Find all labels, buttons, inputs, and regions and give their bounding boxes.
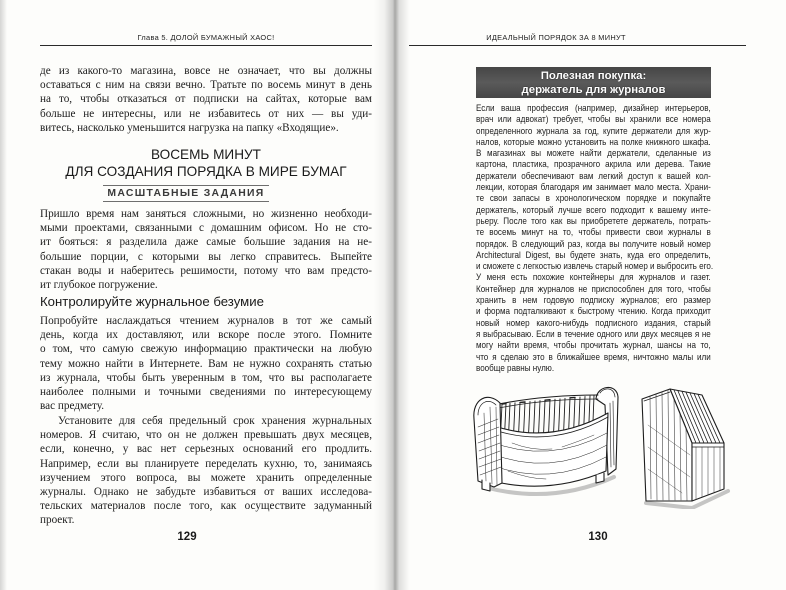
sidebar-text-line: и форма подталкивают к быстрому чтению. Когда приходит (476, 305, 711, 317)
text-line: вас предмету. (40, 400, 105, 413)
sidebar-text-line: налов, которые можно установить на полке книжного шкафа. (476, 135, 711, 147)
sidebar-title-line-2: держатель для журналов (521, 84, 666, 96)
left-page (0, 0, 390, 590)
page-number-right: 130 (588, 531, 608, 543)
sidebar-text-line: те восемь минут на то, чтобы привести свои журналы в (476, 226, 711, 238)
text-line: Например, если вы планируете переделать кухню, то, занимаясь (40, 457, 372, 470)
sidebar-text-line: и сможете с легкостью извлечь старый номер и выбросить его. (476, 260, 714, 272)
sidebar-title-line-1: Полезная покупка: (540, 70, 647, 82)
paragraph-continued (40, 64, 372, 135)
sidebar-text-line: порядок. В следующий раз, когда вы получите новый номер (476, 237, 711, 249)
text-line: витесь, насколько уменьшится нагрузка на папку «Входящие». (40, 121, 339, 134)
heading-line-1: ВОСЕМЬ МИНУТ (151, 147, 261, 162)
text-line: о том, что самую свежую информацию практически на любую (40, 343, 372, 356)
sidebar-text-line: хранить в нем годовую подписку журналов; его размер (476, 294, 711, 306)
sidebar-text-line: вообще равны нулю. (476, 361, 555, 373)
text-line: если, конечно, у вас нет серьезных оснований его продлить. (40, 443, 372, 456)
right-running-head: ИДЕАЛЬНЫЙ ПОРЯДОК ЗА 8 МИНУТ (486, 33, 626, 42)
left-header-rule (40, 45, 372, 46)
text-line: ит глубокое погружение. (40, 278, 158, 291)
text-line: проект. (40, 514, 75, 527)
page-number-left: 129 (177, 531, 197, 543)
sidebar-text-line: Architectural Digest, вы будете знать, куда его определить, (476, 248, 711, 260)
text-line: большие порции, с которыми вы легко справитесь. Выпейте (40, 250, 372, 263)
sidebar-text-line: держатели обеспечивают вам легкий доступ к вашей кол- (476, 169, 711, 181)
text-line: из журнала, чтобы быть уверенным в том, что вы располагаете (40, 371, 372, 384)
text-line: ит бояться: я разделила даже самые большие задания на не- (40, 236, 372, 249)
text-line: Пришло время нам заняться сложными, но жизненно необходи- (40, 208, 372, 220)
text-line: де из какого-то магазина, вовсе не означает, что вы должны (40, 65, 372, 77)
text-line: оставаться с ним на связи вечно. Тратьте по восемь минут в день (40, 79, 372, 92)
sidebar-text-line: В магазинах вы можете найти держатели, сделанные из (476, 147, 711, 159)
text-line: журналы. Однако не забудьте избавиться от ваших исследова- (40, 485, 372, 498)
text-line: тему можно найти в Интернете. Вам не нужно сохранять статью (40, 357, 372, 370)
sidebar-text-line: те свои запасы в хронологическом порядке и покупайте (476, 192, 711, 204)
magazine-file-holder-illustration (632, 385, 732, 509)
text-line: день, когда их доставляют, или вскоре после этого. Помните (40, 329, 372, 342)
sidebar-title-box (476, 67, 711, 98)
section-title: Контролируйте журнальное безумие (40, 294, 264, 309)
text-line: наиболее полными и точными сведениями по интересующему (40, 385, 372, 398)
page-edge-shadow (0, 0, 7, 590)
chapter-section-heading (40, 146, 372, 180)
sidebar-text (476, 102, 714, 373)
text-line: больше не интересны, или не избавитесь от них — вы уди- (40, 107, 372, 120)
text-line: тельских материалов после того, как осуществите задуманный (40, 500, 372, 513)
sidebar-text-line: новый номер какого-нибудь подписного издания, старый (476, 316, 711, 328)
sidebar-text-line: могу найти время, чтобы прочитать журнал, шансы на то, (476, 339, 711, 351)
sidebar-text-line: я выбрасываю. Если в течение одного или двух месяцев я не (476, 327, 711, 339)
text-line: Установите для себя предельный срок хранения журнальных (58, 415, 372, 427)
text-line: стакан воды и наберитесь решимости, потому что вам предсто- (40, 264, 372, 277)
sidebar-text-line: Если ваша профессия (например, дизайнер интерьеров, (476, 102, 711, 113)
magazine-basket-illustration (472, 383, 622, 505)
text-line: изучением этого вопроса, вы можете хранить определенные (40, 471, 372, 484)
sidebar-text-line: держатель, который лучше всего подходит к вашему инте- (476, 203, 711, 215)
sidebar-text-line: что я сделаю это в ближайшее время, ничтожно малы или (476, 350, 711, 362)
sidebar-text-line: рьеру. После того как вы приобретете держатель, потрать- (476, 214, 711, 226)
paragraph-magazines (40, 314, 372, 413)
sidebar-text-line: определенного журнала за год, купите держатели для жур- (476, 124, 711, 136)
book-gutter-shadow (374, 0, 416, 590)
sidebar-text-line: врач или адвокат) требует, чтобы вы хранили все номера (476, 113, 711, 125)
subheading: МАСШТАБНЫЕ ЗАДАНИЯ (103, 185, 269, 202)
paragraph-storage-limit (40, 414, 372, 528)
heading-line-2: ДЛЯ СОЗДАНИЯ ПОРЯДКА В МИРЕ БУМАГ (65, 164, 347, 179)
text-line: Попробуйте наслаждаться чтением журналов в тот же самый (40, 315, 372, 327)
right-header-rule (409, 45, 746, 46)
paragraph-intro (40, 207, 372, 292)
text-line: мыми проектами, связанными с домашним офисом. Но не сто- (40, 222, 372, 235)
text-line: на то, чтобы отказаться от подписки на сайтах, которые вам (40, 93, 372, 106)
sidebar-text-line: Контейнер для журналов не приспособлен для того, чтобы (476, 282, 711, 294)
sidebar-text-line: У меня есть похожие контейнеры для журналов и газет. (476, 271, 711, 283)
text-line: номеров. Я считаю, что он не должен превышать двух месяцев, (40, 429, 372, 442)
sidebar-text-line: картона, пластика, прозрачного акрила или дерева. Такие (476, 158, 711, 170)
left-running-head: Глава 5. ДОЛОЙ БУМАЖНЫЙ ХАОС! (137, 33, 275, 42)
sidebar-text-line: лекции, которая благодаря им занимает мало места. Храни- (476, 181, 711, 193)
